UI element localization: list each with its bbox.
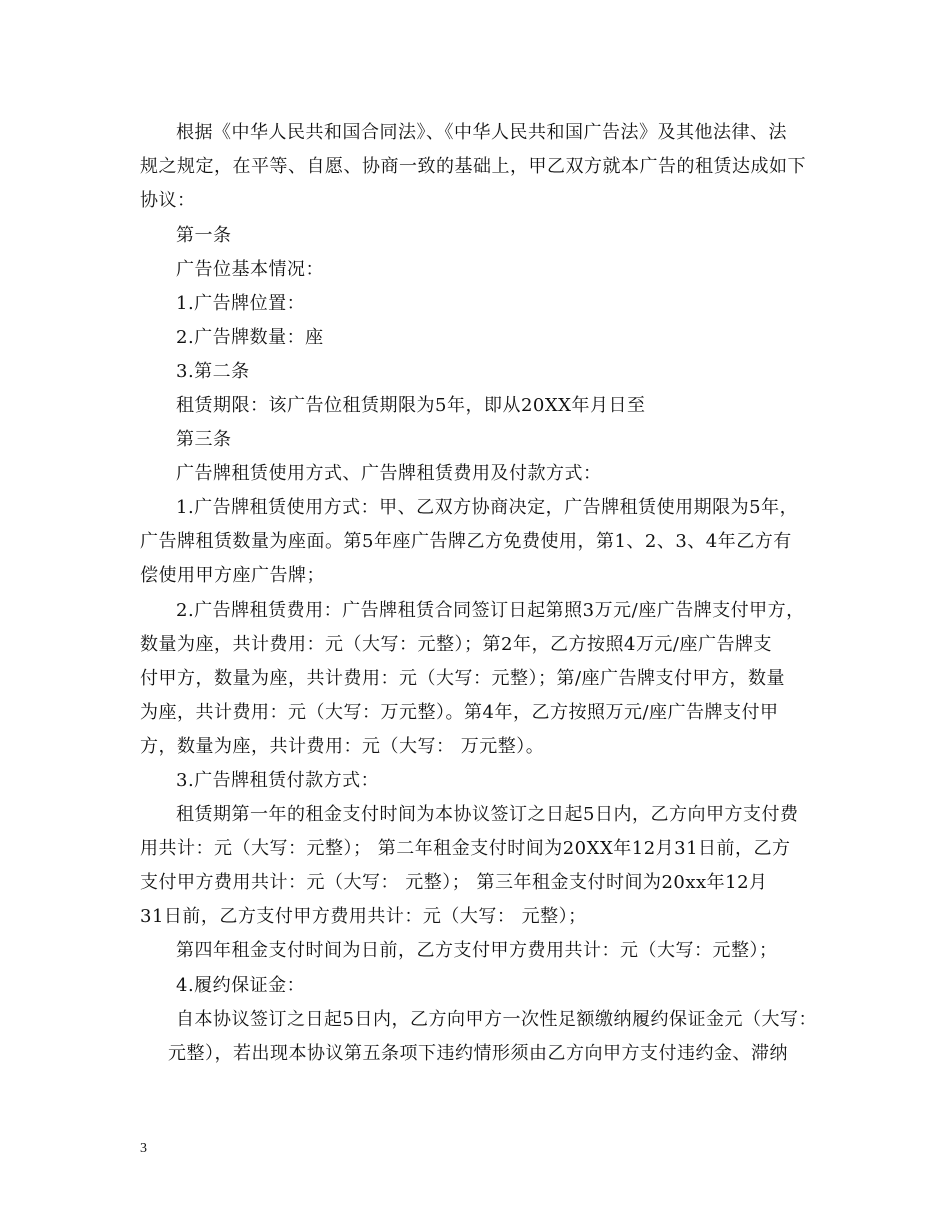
paragraph-line: 用共计：元（大写：元整）； 第二年租金支付时间为20XX年12月31日前，乙方 bbox=[140, 838, 791, 859]
list-item: 1.广告牌租赁使用方式：甲、乙双方协商决定，广告牌租赁使用期限为5年， bbox=[176, 497, 799, 518]
paragraph-line: 规之规定，在平等、自愿、协商一致的基础上，甲乙双方就本广告的租赁达成如下 bbox=[140, 156, 806, 177]
paragraph-line: 31日前，乙方支付甲方费用共计：元（大写： 元整）； bbox=[140, 906, 587, 927]
list-item: 2.广告牌数量：座 bbox=[176, 327, 324, 348]
paragraph-line: 广告位基本情况： bbox=[176, 259, 324, 280]
paragraph-line: 元整），若出现本协议第五条项下违约情形须由乙方向甲方支付违约金、滞纳 bbox=[168, 1043, 788, 1064]
paragraph-line: 付甲方，数量为座，共计费用：元（大写：元整）；第/座广告牌支付甲方，数量 bbox=[140, 668, 786, 689]
paragraph-line: 租赁期限：该广告位租赁期限为5年，即从20XX年月日至 bbox=[176, 395, 646, 416]
list-item: 3.广告牌租赁付款方式： bbox=[176, 770, 380, 791]
paragraph-line: 广告牌租赁使用方式、广告牌租赁费用及付款方式： bbox=[176, 463, 602, 484]
paragraph-line: 偿使用甲方座广告牌； bbox=[140, 565, 325, 586]
list-item: 3.第二条 bbox=[176, 361, 250, 382]
paragraph-line: 方，数量为座，共计费用：元（大写： 万元整）。 bbox=[140, 736, 545, 757]
list-item: 4.履约保证金： bbox=[176, 975, 306, 996]
list-item: 2.广告牌租赁费用：广告牌租赁合同签订日起第照3万元/座广告牌支付甲方， bbox=[176, 600, 805, 621]
paragraph-line: 根据《中华人民共和国合同法》、《中华人民共和国广告法》及其他法律、法 bbox=[176, 122, 787, 143]
paragraph-line: 第四年租金支付时间为日前，乙方支付甲方费用共计：元（大写：元整）； bbox=[176, 940, 778, 961]
paragraph-line: 自本协议签订之日起5日内，乙方向甲方一次性足额缴纳履约保证金元（大写： bbox=[176, 1009, 817, 1030]
paragraph-line: 数量为座，共计费用：元（大写：元整）；第2年，乙方按照4万元/座广告牌支 bbox=[140, 634, 772, 655]
paragraph-line: 租赁期第一年的租金支付时间为本协议签订之日起5日内，乙方向甲方支付费 bbox=[176, 804, 799, 825]
paragraph-line: 广告牌租赁数量为座面。第5年座广告牌乙方免费使用，第1、2、3、4年乙方有 bbox=[140, 531, 792, 552]
paragraph-line: 支付甲方费用共计：元（大写： 元整）； 第三年租金支付时间为20xx年12月 bbox=[140, 872, 768, 893]
paragraph-line: 为座，共计费用：元（大写：万元整）。第4年，乙方按照万元/座广告牌支付甲 bbox=[140, 702, 779, 723]
section-heading: 第一条 bbox=[176, 225, 232, 246]
paragraph-line: 协议： bbox=[140, 190, 196, 211]
page-number: 3 bbox=[140, 1141, 147, 1156]
section-heading: 第三条 bbox=[176, 429, 232, 450]
list-item: 1.广告牌位置： bbox=[176, 293, 306, 314]
